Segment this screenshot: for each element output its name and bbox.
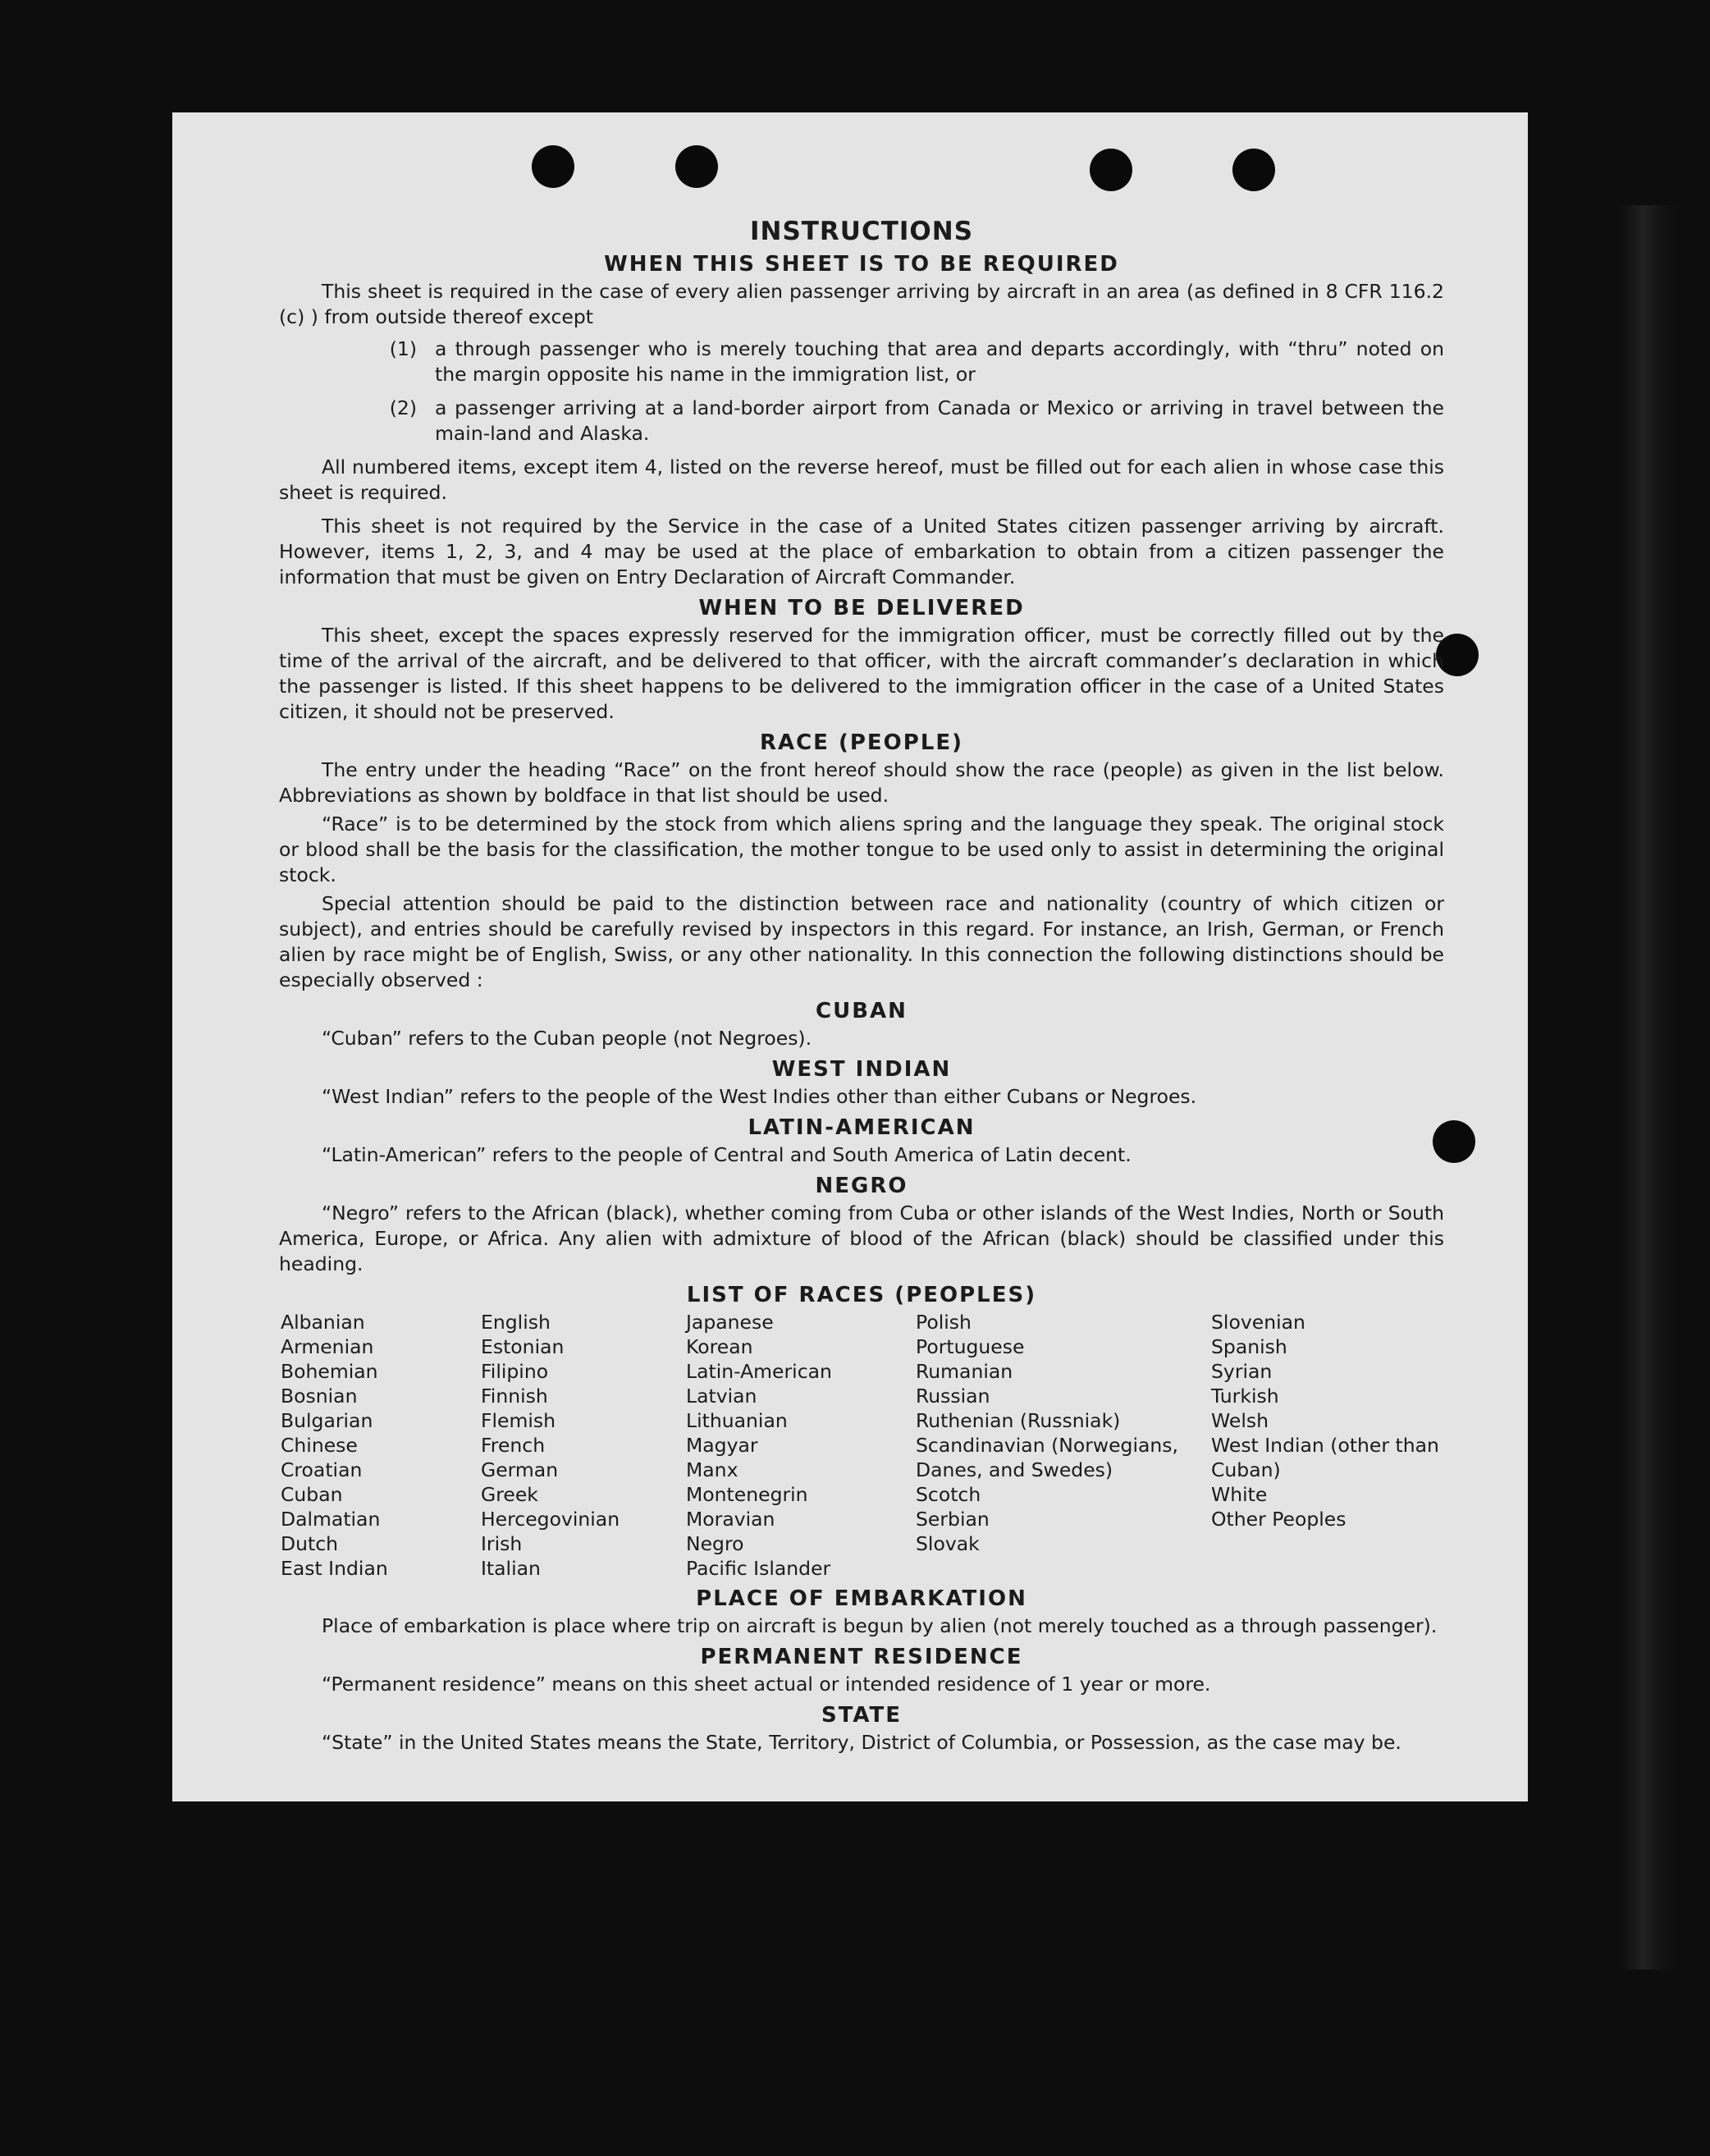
race-entry: Lithuanian — [686, 1409, 788, 1432]
state-text: “State” in the United States means the State, Territory, District of Columbia, or Possession, as the case may be. — [322, 1731, 1401, 1754]
exception-item — [279, 336, 1444, 387]
race-entry: Irish — [481, 1532, 523, 1555]
races-column — [1211, 1310, 1446, 1581]
punch-hole — [675, 145, 718, 188]
race-entry: Slovak — [916, 1532, 980, 1555]
item-text: a through passenger who is merely touching that area and departs accordingly, with “thru” noted on the margin opposite his name in the immigration list, or — [435, 337, 1444, 386]
heading-race: RACE (PEOPLE) — [759, 730, 964, 755]
race-entry: Estonian — [481, 1335, 565, 1358]
race-entry: Finnish — [481, 1385, 548, 1408]
page-title: INSTRUCTIONS — [749, 217, 974, 246]
heading-west-indian: WEST INDIAN — [771, 1057, 952, 1082]
races-column — [481, 1310, 686, 1581]
race-entry: Cuban — [281, 1483, 343, 1506]
west-indian-text: “West Indian” refers to the people of the West Indies other than either Cubans or Negroes. — [322, 1085, 1197, 1108]
heading-cuban: CUBAN — [816, 999, 908, 1023]
races-column — [686, 1310, 916, 1581]
race-entry: Syrian — [1211, 1360, 1273, 1383]
race-entry: Spanish — [1211, 1335, 1287, 1358]
punch-hole — [532, 145, 574, 188]
race-entry: Bulgarian — [281, 1409, 373, 1432]
embarkation-text: Place of embarkation is place where trip on aircraft is begun by alien (not merely touched as a through passenger). — [322, 1614, 1438, 1637]
race-entry: Pacific Islander — [686, 1557, 831, 1580]
race-entry: White — [1211, 1483, 1268, 1506]
race-entry: Welsh — [1211, 1409, 1269, 1432]
race-entry: East Indian — [281, 1557, 388, 1580]
delivered-text: This sheet, except the spaces expressly reserved for the immigration officer, must be correctly filled out by the time of the arrival of the aircraft, and be delivered to that officer, with the aircraft commander’s declaration in which the passenger is listed. If this sheet happens to be delivered to the immigration officer in the case of a United States citizen, it should not be preserved. — [279, 624, 1444, 723]
races-column — [281, 1310, 481, 1581]
race-entry: Bohemian — [281, 1360, 378, 1383]
race-entry: Flemish — [481, 1409, 556, 1432]
race-entry: Negro — [686, 1532, 744, 1555]
race-entry: Bosnian — [281, 1385, 358, 1408]
race-entry: Hercegovinian — [481, 1508, 620, 1531]
required-p2: All numbered items, except item 4, listed on the reverse hereof, must be filled out for each alien in whose case this sheet is required. — [279, 455, 1444, 504]
residence-text: “Permanent residence” means on this sheet actual or intended residence of 1 year or more. — [322, 1673, 1211, 1696]
race-entry: Montenegrin — [686, 1483, 808, 1506]
race-entry: Portuguese — [916, 1335, 1025, 1358]
item-number: (1) — [389, 337, 417, 360]
race-entry: Other Peoples — [1211, 1508, 1347, 1531]
heading-list-of-races: LIST OF RACES (PEOPLES) — [686, 1283, 1037, 1307]
race-p2: “Race” is to be determined by the stock from which aliens spring and the language they speak. The original stock or blood shall be the basis for the classification, the mother tongue to be used only to assist in determining the original stock. — [279, 813, 1444, 886]
race-entry: English — [481, 1311, 551, 1334]
race-entry: Manx — [686, 1458, 738, 1481]
race-entry: Dalmatian — [281, 1508, 381, 1531]
race-entry: Filipino — [481, 1360, 549, 1383]
punch-hole — [1232, 149, 1275, 191]
race-entry: Greek — [481, 1483, 538, 1506]
race-entry: Armenian — [281, 1335, 374, 1358]
heading-delivered: WHEN TO BE DELIVERED — [698, 596, 1025, 620]
heading-state: STATE — [821, 1703, 903, 1728]
heading-permanent-residence: PERMANENT RESIDENCE — [700, 1645, 1023, 1669]
race-p1: The entry under the heading “Race” on the front hereof should show the race (people) as given in the list below. Abbreviations as shown by boldface in that list should be used. — [279, 758, 1444, 807]
heading-latin-american: LATIN-AMERICAN — [748, 1115, 976, 1140]
race-entry: Turkish — [1211, 1385, 1279, 1408]
races-list — [281, 1310, 1444, 1581]
race-entry: Korean — [686, 1335, 753, 1358]
race-p3: Special attention should be paid to the distinction between race and nationality (country of which citizen or subject), and entries should be carefully revised by inspectors in this regard. For instance, an Irish, German, or French alien by race might be of English, Swiss, or any other nationality. In this connection the following distinctions should be especially observed : — [279, 892, 1444, 991]
race-entry: Polish — [916, 1311, 972, 1334]
scanner-shadow — [1621, 205, 1678, 1970]
race-entry: Albanian — [281, 1311, 365, 1334]
race-entry: Italian — [481, 1557, 541, 1580]
race-entry: Latvian — [686, 1385, 757, 1408]
race-entry: Russian — [916, 1385, 990, 1408]
heading-required: WHEN THIS SHEET IS TO BE REQUIRED — [604, 252, 1119, 277]
race-entry: Rumanian — [916, 1360, 1013, 1383]
race-entry: French — [481, 1434, 546, 1457]
race-entry: Chinese — [281, 1434, 358, 1457]
required-intro: This sheet is required in the case of every alien passenger arriving by aircraft in an area (as defined in 8 CFR 116.2 (c) ) from outside thereof except — [279, 280, 1444, 328]
race-entry: Latin-American — [686, 1360, 832, 1383]
race-entry: Serbian — [916, 1508, 990, 1531]
race-entry: Japanese — [686, 1311, 774, 1334]
races-column — [916, 1310, 1211, 1581]
race-entry: German — [481, 1458, 559, 1481]
race-entry: Scotch — [916, 1483, 981, 1506]
race-entry: Dutch — [281, 1532, 339, 1555]
required-p3: This sheet is not required by the Service in the case of a United States citizen passenger arriving by aircraft. However, items 1, 2, 3, and 4 may be used at the place of embarkation to obtain from a citizen passenger the information that must be given on Entry Declaration of Aircraft Commander. — [279, 515, 1444, 588]
race-entry: Croatian — [281, 1458, 363, 1481]
instruction-sheet — [172, 112, 1528, 1801]
race-entry: Ruthenian (Russniak) — [916, 1409, 1121, 1432]
document-body — [279, 219, 1444, 1759]
item-text: a passenger arriving at a land-border airport from Canada or Mexico or arriving in travel between the main-land and Alaska. — [435, 396, 1444, 445]
negro-text: “Negro” refers to the African (black), whether coming from Cuba or other islands of the West Indies, North or South America, Europe, or Africa. Any alien with admixture of blood of the African (black) should be classified under this heading. — [279, 1202, 1444, 1275]
race-entry: West Indian (other than Cuban) — [1211, 1434, 1439, 1481]
exception-item — [279, 396, 1444, 446]
race-entry: Slovenian — [1211, 1311, 1305, 1334]
punch-hole — [1090, 149, 1132, 191]
cuban-text: “Cuban” refers to the Cuban people (not Negroes). — [322, 1027, 812, 1050]
race-entry: Moravian — [686, 1508, 775, 1531]
race-entry: Scandinavian (Norwegians, Danes, and Swedes) — [916, 1434, 1178, 1481]
heading-embarkation: PLACE OF EMBARKATION — [696, 1586, 1027, 1611]
item-number: (2) — [389, 396, 417, 419]
heading-negro: NEGRO — [815, 1174, 908, 1198]
race-entry: Magyar — [686, 1434, 758, 1457]
latin-american-text: “Latin-American” refers to the people of Central and South America of Latin decent. — [322, 1143, 1132, 1166]
